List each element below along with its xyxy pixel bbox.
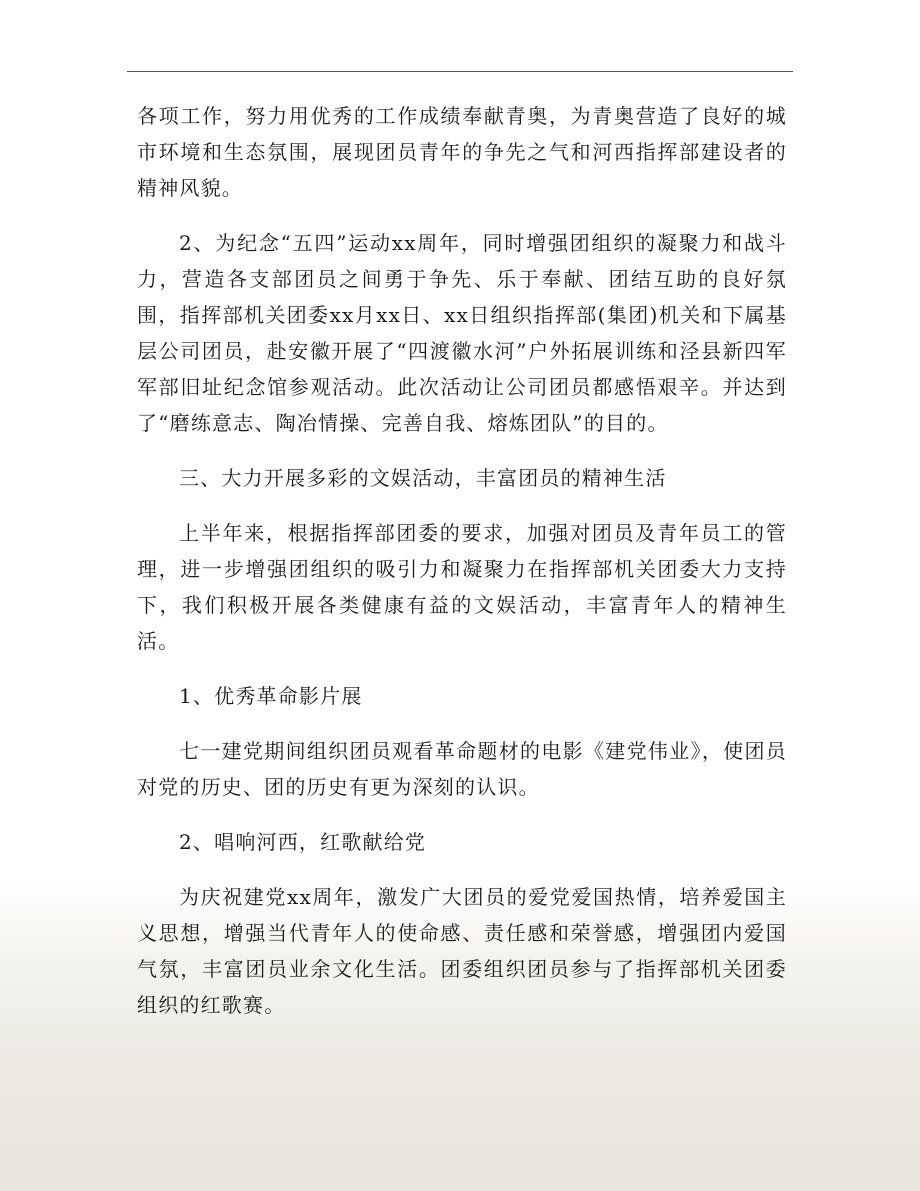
- paragraph-may-fourth-activity: 2、为纪念“五四”运动xx周年，同时增强团组织的凝聚力和战斗力，营造各支部团员之间勇于争先、乐于奉献、团结互助的良好氛围，指挥部机关团委xx月xx日、xx日组织指挥部(集团)机关和下属基层公司团员，赴安徽开展了“四渡徽水河”户外拓展训练和泾县新四军军部旧址纪念馆参观活动。此次活动让公司团员都感悟艰辛。并达到了“磨练意志、陶冶情操、完善自我、熔炼团队”的目的。: [137, 231, 787, 435]
- document-body: [137, 98, 787, 1042]
- paragraph-film-viewing: 七一建党期间组织团员观看革命题材的电影《建党伟业》，使团员对党的历史、团的历史有更为深刻的认识。: [137, 739, 787, 799]
- section-heading-cultural-activities: 三、大力开展多彩的文娱活动，丰富团员的精神生活: [179, 466, 667, 490]
- subheading-red-song: 2、唱响河西，红歌献给党: [179, 830, 427, 854]
- subheading-film-exhibition: 1、优秀革命影片展: [179, 684, 363, 708]
- paragraph-first-half-summary: 上半年来，根据指挥部团委的要求，加强对团员及青年员工的管理，进一步增强团组织的吸引力和凝聚力在指挥部机关团委大力支持下，我们积极开展各类健康有益的文娱活动，丰富青年人的精神生活。: [137, 521, 787, 653]
- paragraph-red-song-contest: 为庆祝建党xx周年，激发广大团员的爱党爱国热情，培养爱国主义思想，增强当代青年人的使命感、责任感和荣誉感，增强团内爱国气氛，丰富团员业余文化生活。团委组织团员参与了指挥部机关团委组织的红歌赛。: [137, 885, 787, 1017]
- paragraph-continuation: 各项工作，努力用优秀的工作成绩奉献青奥，为青奥营造了良好的城市环境和生态氛围，展现团员青年的争先之气和河西指挥部建设者的精神风貌。: [137, 104, 787, 200]
- header-rule: [127, 71, 793, 72]
